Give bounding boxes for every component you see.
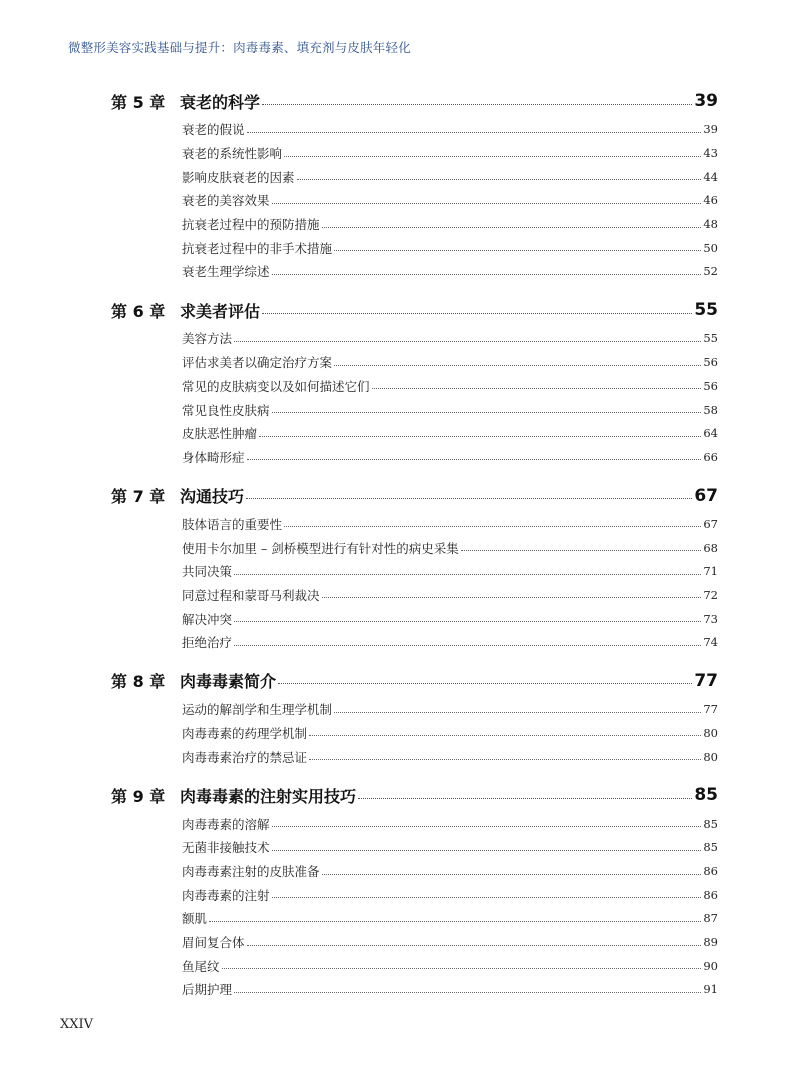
section-entry[interactable] [182, 930, 718, 954]
section-title: 肉毒毒素注射的皮肤准备 [182, 864, 320, 880]
section-page: 87 [703, 911, 718, 926]
section-title: 眉间复合体 [182, 935, 245, 951]
section-entry[interactable] [182, 536, 718, 560]
section-entry[interactable] [182, 165, 718, 189]
chapter-title: 求美者评估 [180, 301, 261, 321]
section-title: 常见的皮肤病变以及如何描述它们 [182, 378, 370, 394]
section-entry[interactable] [182, 745, 718, 769]
section-entry[interactable] [182, 559, 718, 583]
section-page: 80 [703, 725, 718, 740]
section-entry[interactable] [182, 836, 718, 860]
chapter-title: 沟通技巧 [180, 487, 245, 507]
section-entry[interactable] [182, 118, 718, 142]
section-entry[interactable] [182, 883, 718, 907]
dot-leader [272, 897, 702, 898]
section-entry[interactable] [182, 812, 718, 836]
chapter-block [111, 294, 718, 469]
page-number: XXIV [60, 1017, 94, 1032]
chapter-label: 第 6 章 [111, 301, 166, 321]
chapter-page: 39 [694, 91, 718, 111]
section-title: 后期护理 [182, 982, 233, 998]
chapter-page: 77 [694, 670, 718, 691]
dot-leader [358, 798, 692, 799]
dot-leader [262, 313, 692, 314]
section-page: 89 [703, 935, 718, 950]
section-page: 64 [703, 426, 718, 441]
dot-leader [309, 759, 701, 760]
dot-leader [334, 250, 701, 251]
dot-leader [209, 921, 701, 922]
section-entry[interactable] [182, 583, 718, 607]
dot-leader [247, 132, 702, 133]
section-entry[interactable] [182, 954, 718, 978]
chapter-title: 肉毒毒素简介 [180, 672, 277, 692]
section-page: 85 [703, 816, 718, 831]
section-title: 皮肤恶性肿瘤 [182, 426, 258, 442]
section-page: 48 [703, 217, 718, 232]
dot-leader [284, 526, 701, 527]
section-page: 71 [703, 564, 718, 579]
chapter-block [111, 664, 718, 768]
section-page: 72 [703, 587, 718, 602]
dot-leader [322, 597, 702, 598]
chapter-label: 第 8 章 [111, 672, 166, 692]
section-page: 39 [703, 122, 718, 137]
dot-leader [247, 459, 702, 460]
section-entry[interactable] [182, 721, 718, 745]
dot-leader [334, 365, 701, 366]
section-title: 肉毒毒素的药理学机制 [182, 725, 308, 741]
section-entry[interactable] [182, 978, 718, 1002]
section-title: 拒绝治疗 [182, 635, 233, 651]
section-title: 无菌非接触技术 [182, 840, 270, 856]
section-title: 肉毒毒素的溶解 [182, 816, 270, 832]
section-entry[interactable] [182, 236, 718, 260]
chapter-block [111, 779, 718, 1002]
section-title: 运动的解剖学和生理学机制 [182, 702, 333, 718]
section-entry[interactable] [182, 212, 718, 236]
section-page: 90 [703, 958, 718, 973]
section-entry[interactable] [182, 189, 718, 213]
chapter-page: 55 [694, 300, 718, 321]
section-entry[interactable] [182, 350, 718, 374]
section-page: 86 [703, 864, 718, 879]
section-page: 56 [703, 355, 718, 370]
section-page: 67 [703, 516, 718, 531]
section-title: 影响皮肤衰老的因素 [182, 169, 295, 185]
dot-leader [247, 945, 702, 946]
chapter-entry[interactable] [111, 294, 718, 327]
dot-leader [222, 968, 702, 969]
section-entry[interactable] [182, 512, 718, 536]
section-title: 使用卡尔加里 – 剑桥模型进行有针对性的病史采集 [182, 540, 459, 556]
section-page: 73 [703, 611, 718, 626]
dot-leader [234, 992, 701, 993]
section-title: 鱼尾纹 [182, 958, 220, 974]
chapter-label: 第 9 章 [111, 786, 166, 806]
chapter-entry[interactable] [111, 664, 718, 697]
dot-leader [461, 550, 702, 551]
section-entry[interactable] [182, 907, 718, 931]
dot-leader [322, 874, 702, 875]
dot-leader [309, 735, 701, 736]
dot-leader [322, 227, 702, 228]
section-page: 44 [703, 169, 718, 184]
chapter-title: 肉毒毒素的注射实用技巧 [180, 786, 357, 806]
section-title: 共同决策 [182, 564, 233, 580]
section-entry[interactable] [182, 327, 718, 351]
dot-leader [262, 104, 692, 105]
section-page: 68 [703, 540, 718, 555]
section-title: 解决冲突 [182, 611, 233, 627]
section-entry[interactable] [182, 141, 718, 165]
dot-leader [372, 388, 702, 389]
dot-leader [234, 574, 701, 575]
section-page: 50 [703, 240, 718, 255]
chapter-block [111, 479, 718, 654]
table-of-contents [111, 85, 718, 1012]
section-title: 评估求美者以确定治疗方案 [182, 355, 333, 371]
dot-leader [272, 850, 702, 851]
chapter-label: 第 5 章 [111, 92, 166, 112]
section-entry[interactable] [182, 607, 718, 631]
section-page: 74 [703, 635, 718, 650]
section-entry[interactable] [182, 630, 718, 654]
section-title: 衰老的美容效果 [182, 193, 270, 209]
chapter-block [111, 85, 718, 284]
dot-leader [272, 203, 702, 204]
section-page: 77 [703, 702, 718, 717]
chapter-page: 85 [694, 785, 718, 806]
dot-leader [297, 179, 702, 180]
dot-leader [234, 621, 701, 622]
section-title: 肉毒毒素的注射 [182, 887, 270, 903]
dot-leader [272, 826, 702, 827]
section-page: 43 [703, 146, 718, 161]
chapter-entry[interactable] [111, 479, 718, 512]
section-entry[interactable] [182, 260, 718, 284]
dot-leader [246, 498, 692, 499]
dot-leader [234, 341, 701, 342]
section-entry[interactable] [182, 859, 718, 883]
section-title: 肢体语言的重要性 [182, 516, 283, 532]
dot-leader [272, 412, 702, 413]
section-title: 衰老的假说 [182, 122, 245, 138]
section-title: 衰老生理学综述 [182, 264, 270, 280]
section-title: 肉毒毒素治疗的禁忌证 [182, 749, 308, 765]
section-page: 46 [703, 193, 718, 208]
chapter-entry[interactable] [111, 779, 718, 812]
chapter-label: 第 7 章 [111, 487, 166, 507]
chapter-page: 67 [694, 485, 718, 506]
section-page: 91 [703, 982, 718, 997]
section-page: 56 [703, 378, 718, 393]
section-title: 美容方法 [182, 331, 233, 347]
section-title: 额肌 [182, 911, 208, 927]
section-title: 常见良性皮肤病 [182, 402, 270, 418]
dot-leader [234, 645, 701, 646]
section-title: 衰老的系统性影响 [182, 146, 283, 162]
dot-leader [259, 436, 701, 437]
section-page: 86 [703, 887, 718, 902]
chapter-title: 衰老的科学 [180, 92, 261, 112]
section-page: 58 [703, 402, 718, 417]
section-page: 52 [703, 264, 718, 279]
dot-leader [272, 274, 702, 275]
section-entry[interactable] [182, 374, 718, 398]
section-entry[interactable] [182, 421, 718, 445]
section-entry[interactable] [182, 398, 718, 422]
dot-leader [284, 156, 701, 157]
section-page: 80 [703, 749, 718, 764]
dot-leader [278, 683, 692, 684]
section-page: 85 [703, 840, 718, 855]
section-title: 抗衰老过程中的预防措施 [182, 217, 320, 233]
dot-leader [334, 712, 701, 713]
section-title: 抗衰老过程中的非手术措施 [182, 240, 333, 256]
section-title: 同意过程和蒙哥马利裁决 [182, 587, 320, 603]
section-entry[interactable] [182, 697, 718, 721]
chapter-entry[interactable] [111, 85, 718, 118]
running-header: 微整形美容实践基础与提升：肉毒毒素、填充剂与皮肤年轻化 [68, 40, 411, 55]
section-page: 66 [703, 449, 718, 464]
section-title: 身体畸形症 [182, 449, 245, 465]
section-entry[interactable] [182, 445, 718, 469]
section-page: 55 [703, 331, 718, 346]
